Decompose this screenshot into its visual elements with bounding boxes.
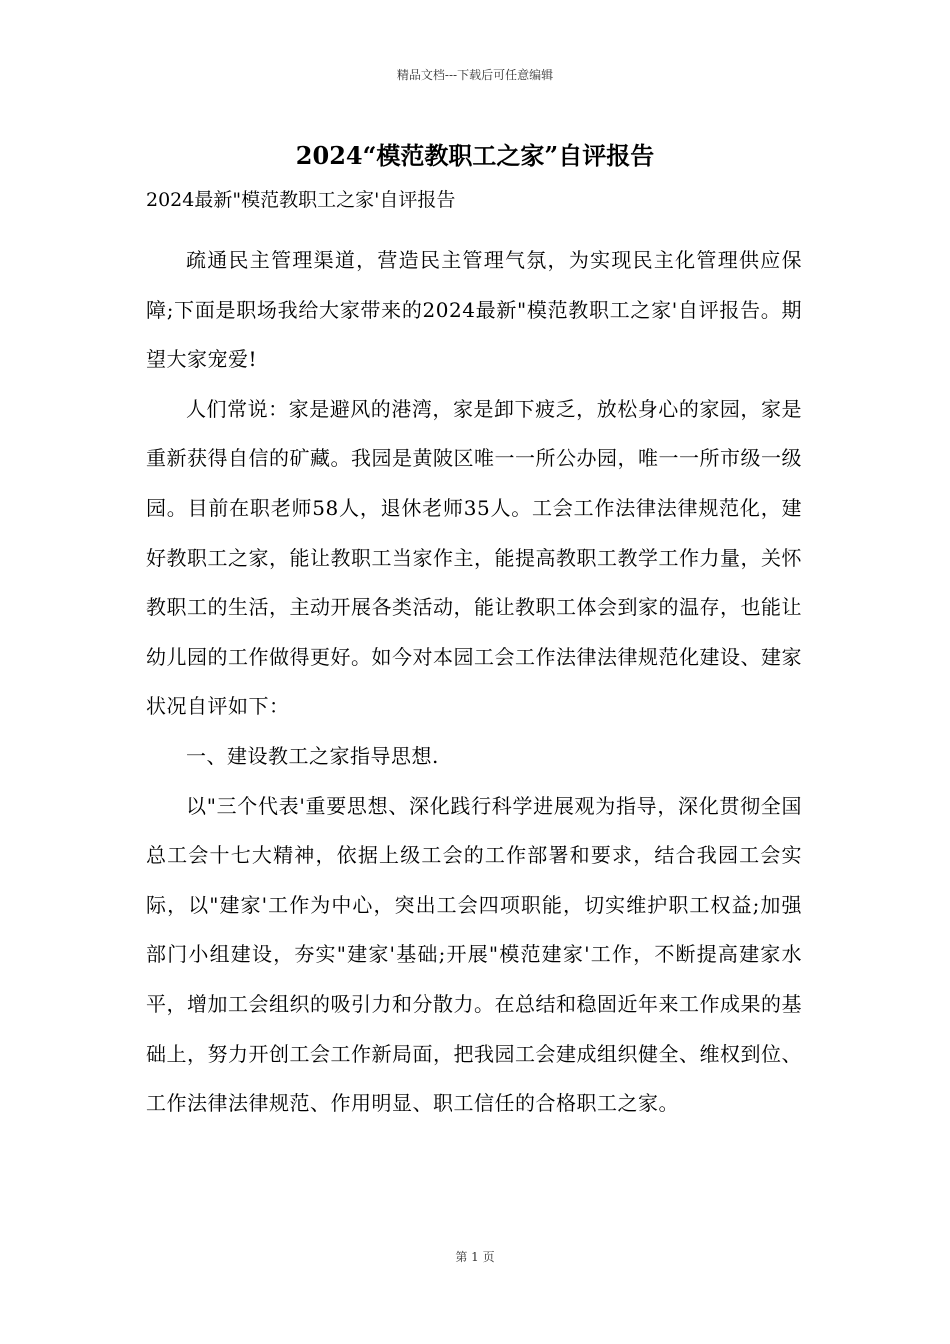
document-body — [146, 236, 802, 1129]
document-title: 2024“模范教职工之家”自评报告 — [295, 141, 655, 170]
document-subtitle: 2024最新"模范教职工之家'自评报告 — [146, 189, 456, 211]
paragraph-overview: 人们常说：家是避风的港湾，家是卸下疲乏，放松身心的家园，家是重新获得自信的矿藏。我园是黄陂区唯一一所公办园，唯一一所市级一级园。目前在职老师58人，退休老师35人。工会工作法律法律规范化，建好教职工之家，能让教职工当家作主，能提高教职工教学工作力量，关怀教职工的生活，主动开展各类活动，能让教职工体会到家的温存，也能让幼儿园的工作做得更好。如今对本园工会工作法律法律规范化建设、建家状况自评如下： — [146, 396, 802, 719]
page-header: 精品文档---下载后可任意编辑 — [396, 68, 554, 82]
section-heading-guiding-thought: 一、建设教工之家指导思想. — [186, 743, 439, 768]
paragraph-intro: 疏通民主管理渠道，营造民主管理气氛，为实现民主化管理供应保障;下面是职场我给大家带来的2024最新"模范教职工之家'自评报告。期望大家宠爱! — [146, 248, 802, 372]
paragraph-guiding-thought: 以"三个代表'重要思想、深化践行科学进展观为指导，深化贯彻全国总工会十七大精神，依据上级工会的工作部署和要求，结合我园工会实际，以"建家'工作为中心，突出工会四项职能，切实维护职工权益;加强部门小组建设，夯实"建家'基础;开展"模范建家'工作，不断提高建家水平，增加工会组织的吸引力和分散力。在总结和稳固近年来工作成果的基础上，努力开创工会工作新局面，把我园工会建成组织健全、维权到位、工作法律法律规范、作用明显、职工信任的合格职工之家。 — [146, 793, 802, 1116]
page-footer: 第 1 页 — [455, 1250, 495, 1264]
